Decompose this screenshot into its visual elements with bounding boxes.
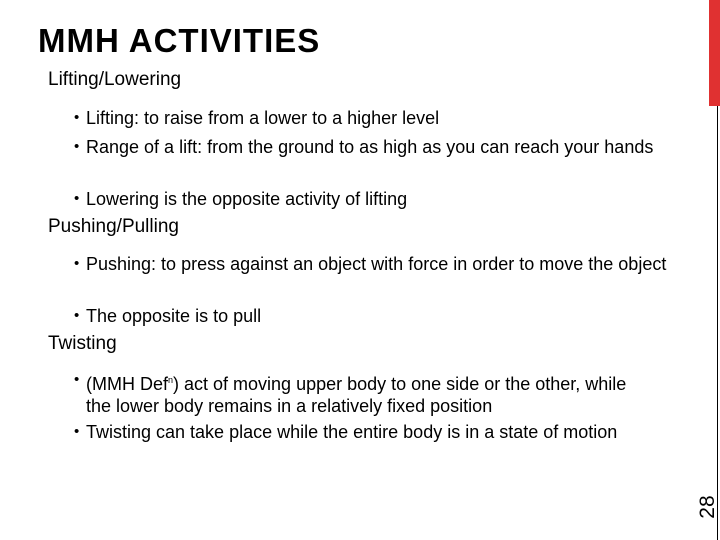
side-divider-line <box>717 106 718 540</box>
accent-bar <box>709 0 720 106</box>
bullet-lowering-definition: Lowering is the opposite activity of lifting <box>86 189 408 209</box>
section-heading-pushing-pulling: Pushing/Pulling <box>48 216 179 237</box>
bullet-icon: • <box>74 190 80 207</box>
bullet-twisting-motion: Twisting can take place while the entire body is in a state of motion <box>86 422 618 442</box>
bullet-icon: • <box>74 371 80 388</box>
bullet-opposite-pull: The opposite is to pull <box>86 306 262 326</box>
bullet-pushing-definition: Pushing: to press against an object with force in order to move the object <box>86 254 667 274</box>
bullet-icon: • <box>74 255 80 272</box>
definition-superscript: n <box>168 375 174 385</box>
bullet-icon: • <box>74 109 80 126</box>
slide-title: MMH ACTIVITIES <box>38 22 321 59</box>
section-heading-twisting: Twisting <box>48 333 117 354</box>
bullet-icon: • <box>74 307 80 324</box>
slide-number: 28 <box>696 495 719 519</box>
bullet-icon: • <box>74 423 80 440</box>
definition-prefix: (MMH Def <box>86 374 168 394</box>
section-heading-lifting-lowering: Lifting/Lowering <box>48 69 182 90</box>
bullet-range-of-lift: Range of a lift: from the ground to as high as you can reach your hands <box>86 137 654 157</box>
bullet-icon: • <box>74 138 80 155</box>
bullet-lifting-definition: Lifting: to raise from a lower to a higher level <box>86 108 440 128</box>
bullet-twisting-definition <box>86 369 656 417</box>
definition-text: ) act of moving upper body to one side or the other, while the lower body remains in a relatively fixed position <box>86 374 627 416</box>
